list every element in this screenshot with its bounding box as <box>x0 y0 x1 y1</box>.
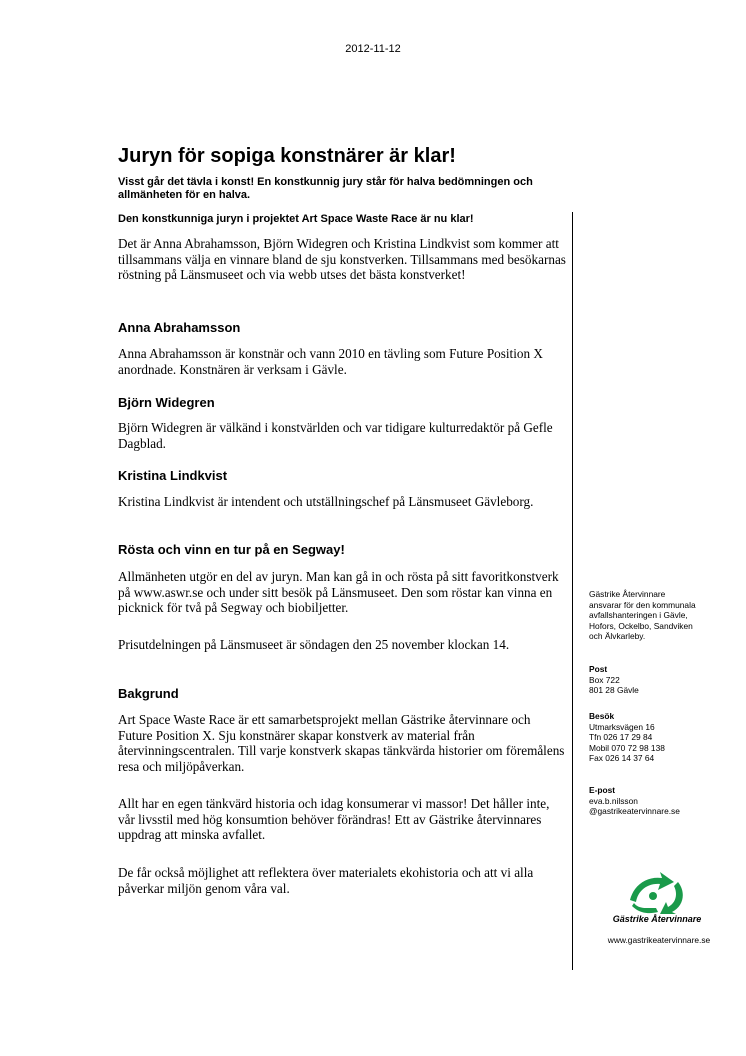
section-heading-kristina: Kristina Lindkvist <box>118 468 228 483</box>
vertical-divider <box>572 212 573 970</box>
section-text-segway: Allmänheten utgör en del av juryn. Man kan gå in och rösta på sitt favoritkonstverk på www.aswr.se och under sitt besök på Länsmuseet. Den som röstar kan vinna en picknick för två på Segway och biobiljetter. <box>118 569 559 615</box>
sidebar-about-line: avfallshanteringen i Gävle, <box>589 610 688 621</box>
sidebar-post-label: Post <box>589 664 608 674</box>
sidebar-about-line: och Älvkarleby. <box>589 631 646 642</box>
sidebar-email-label: E-post <box>589 785 616 795</box>
section-heading-background: Bakgrund <box>118 686 179 701</box>
section-text-anna: Anna Abrahamsson är konstnär och vann 2010 en tävling som Future Position X anordnade. Konstnären är verksam i Gävle. <box>118 346 543 377</box>
sidebar-email-line: @gastrikeatervinnare.se <box>589 806 680 817</box>
logo-text: Gästrike Återvinnare <box>612 914 702 924</box>
sidebar-visit-label: Besök <box>589 711 615 721</box>
page-title: Juryn för sopiga konstnärer är klar! <box>118 145 456 167</box>
sidebar-visit <box>589 711 739 764</box>
section-text-prize: Prisutdelningen på Länsmuseet är söndagen den 25 november klockan 14. <box>118 637 510 652</box>
lead-paragraph: Visst går det tävla i konst! En konstkunnig jury står för halva bedömningen och allmänheten för en halva. <box>118 176 533 201</box>
website-link[interactable]: www.gastrikeatervinnare.se <box>607 935 711 945</box>
section-heading-bjorn: Björn Widegren <box>118 395 215 410</box>
section-text-reflect: De får också möjlighet att reflektera över materialets ekohistoria och att vi alla påverkar miljön genom våra val. <box>118 865 534 896</box>
sidebar-about-line: ansvarar för den kommunala <box>589 599 696 610</box>
sidebar-email <box>589 785 739 817</box>
sidebar-about-line: Gästrike Återvinnare <box>589 589 666 599</box>
sidebar-email-line: eva.b.nilsson <box>589 795 638 806</box>
sidebar-visit-line: Mobil 070 72 98 138 <box>589 742 665 753</box>
sidebar-visit-line: Tfn 026 17 29 84 <box>589 732 653 743</box>
section-heading-segway: Rösta och vinn en tur på en Segway! <box>118 542 345 557</box>
document-date: 2012-11-12 <box>345 43 401 55</box>
sidebar-about-line: Hofors, Ockelbo, Sandviken <box>589 620 693 631</box>
sidebar-visit-line: Fax 026 14 37 64 <box>589 753 655 764</box>
section-text-bjorn: Björn Widegren är välkänd i konstvärlden och var tidigare kulturredaktör på Gefle Dagblad. <box>118 420 553 451</box>
sidebar-post-line: Box 722 <box>589 674 620 685</box>
recycle-logo-icon <box>620 870 690 915</box>
sidebar-about <box>589 589 739 642</box>
sidebar-visit-line: Utmarksvägen 16 <box>589 721 655 732</box>
sidebar-post-line: 801 28 Gävle <box>589 685 639 696</box>
sidebar-post <box>589 664 739 696</box>
section-text-background: Art Space Waste Race är ett samarbetsprojekt mellan Gästrike återvinnare och Future Position X. Sju konstnärer skapar konstverk av material från återvinningscentralen. Till varje konstverk skapas tänkvärda historier om föremålens resa och miljöpåverkan. <box>118 712 565 774</box>
section-text-consumption: Allt har en egen tänkvärd historia och idag konsumerar vi massor! Det håller inte, vår livsstil med hög konsumtion behöver förändras! Ett av Gästrike återvinnares uppdrag att minska avfallet. <box>118 796 550 842</box>
section-heading-anna: Anna Abrahamsson <box>118 320 241 335</box>
lead-subheading: Den konstkunniga juryn i projektet Art Space Waste Race är nu klar! <box>118 213 474 225</box>
intro-paragraph: Det är Anna Abrahamsson, Björn Widegren och Kristina Lindkvist som kommer att tillsammans välja en vinnare bland de sju konstverken. Tillsammans med besökarnas röstning på Länsmuseet och via webb utses det bästa konstverket! <box>118 236 566 282</box>
section-text-kristina: Kristina Lindkvist är intendent och utställningschef på Länsmuseet Gävleborg. <box>118 494 534 509</box>
